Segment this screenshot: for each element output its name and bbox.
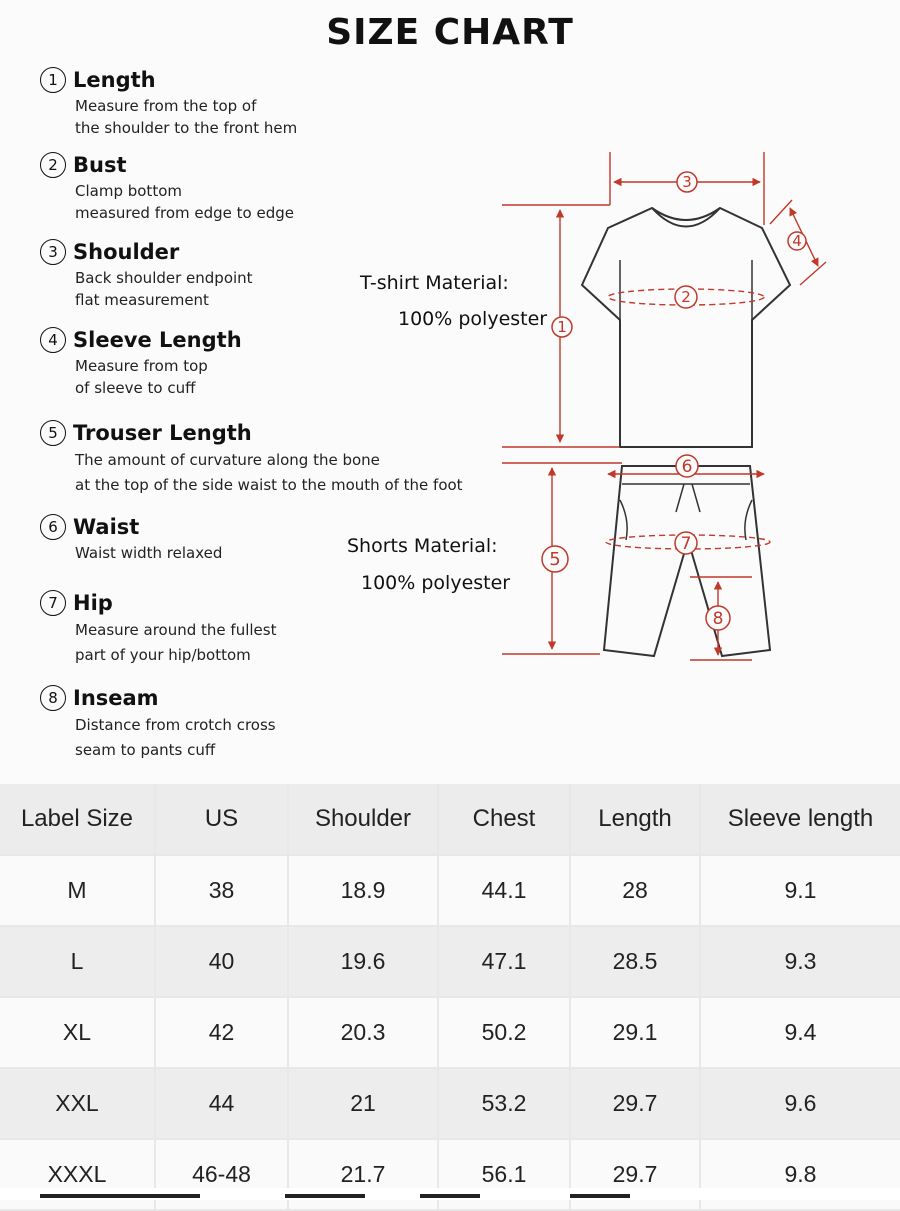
measure-item-bust: [40, 150, 510, 224]
number-badge: 4: [40, 327, 66, 353]
table-cell: 9.6: [700, 1068, 900, 1139]
measure-item-hip: [40, 588, 510, 668]
measure-desc: Back shoulder endpoint: [75, 269, 253, 287]
table-cell: 40: [155, 926, 288, 997]
table-cell: XXL: [0, 1068, 155, 1139]
measure-desc: Measure from top: [75, 357, 208, 375]
number-badge: 7: [40, 590, 66, 616]
diagram-number: 8: [712, 609, 724, 629]
table-cell: 18.9: [288, 855, 438, 926]
column-header: Length: [570, 784, 700, 855]
measure-name: Shoulder: [73, 240, 180, 264]
measure-name: Trouser Length: [73, 421, 252, 445]
measure-desc: measured from edge to edge: [75, 204, 294, 222]
table-cell: 56.1: [438, 1139, 570, 1210]
measure-desc: Measure from the top of: [75, 97, 257, 115]
table-cell: 38: [155, 855, 288, 926]
column-header: Chest: [438, 784, 570, 855]
tshirt-material-value: 100% polyester: [398, 308, 548, 330]
measure-desc: the shoulder to the front hem: [75, 119, 298, 137]
table-cell: 20.3: [288, 997, 438, 1068]
table-cell: 19.6: [288, 926, 438, 997]
measure-name: Bust: [73, 153, 127, 177]
measure-item-sleeve-length: [40, 325, 510, 399]
column-header: US: [155, 784, 288, 855]
measure-name: Inseam: [73, 686, 159, 710]
table-header-row: [0, 784, 900, 855]
measure-item-length: [40, 65, 510, 139]
number-badge: 5: [40, 420, 66, 446]
table-row: [0, 997, 900, 1068]
size-table: [0, 784, 900, 1211]
table-cell: 21.7: [288, 1139, 438, 1210]
number-badge: 6: [40, 514, 66, 540]
table-cell: L: [0, 926, 155, 997]
table-cell: 28.5: [570, 926, 700, 997]
shorts-material-value: 100% polyester: [361, 572, 511, 594]
measure-name: Length: [73, 68, 156, 92]
shorts-outline: [604, 466, 770, 656]
table-cell: 29.1: [570, 997, 700, 1068]
number-badge: 2: [40, 152, 66, 178]
table-cell: 28: [570, 855, 700, 926]
number-badge: 8: [40, 685, 66, 711]
cropped-row-edge: [0, 1188, 900, 1200]
table-cell: 42: [155, 997, 288, 1068]
measure-item-inseam: [40, 683, 510, 763]
table-cell: 47.1: [438, 926, 570, 997]
shorts-material-label: Shorts Material:: [347, 535, 498, 557]
table-row: [0, 1068, 900, 1139]
measure-name: Hip: [73, 591, 113, 615]
table-cell: 29.7: [570, 1139, 700, 1210]
tshirt-material-label: T-shirt Material:: [360, 272, 509, 294]
diagram-number: 5: [549, 549, 561, 570]
table-cell: 29.7: [570, 1068, 700, 1139]
column-header: Sleeve length: [700, 784, 900, 855]
diagram-number: 7: [680, 534, 692, 554]
measure-name: Sleeve Length: [73, 328, 242, 352]
measure-desc: The amount of curvature along the bone: [75, 451, 380, 469]
diagram-number: 4: [792, 232, 802, 250]
diagram-number: 1: [557, 318, 567, 336]
measure-desc: part of your hip/bottom: [75, 646, 251, 664]
column-header: Label Size: [0, 784, 155, 855]
measure-desc: Clamp bottom: [75, 182, 182, 200]
measure-desc: Waist width relaxed: [75, 544, 223, 562]
measure-desc: at the top of the side waist to the mouth of the foot: [75, 476, 463, 494]
diagram-number: 2: [681, 288, 691, 306]
table-cell: 9.1: [700, 855, 900, 926]
table-cell: 44.1: [438, 855, 570, 926]
table-cell: 44: [155, 1068, 288, 1139]
table-row: [0, 855, 900, 926]
number-badge: 3: [40, 239, 66, 265]
table-cell: 21: [288, 1068, 438, 1139]
diagram-number: 6: [681, 457, 693, 477]
measure-desc: flat measurement: [75, 291, 209, 309]
table-cell: XL: [0, 997, 155, 1068]
number-badge: 1: [40, 67, 66, 93]
table-cell: M: [0, 855, 155, 926]
table-cell: 9.4: [700, 997, 900, 1068]
column-header: Shoulder: [288, 784, 438, 855]
table-cell: 9.8: [700, 1139, 900, 1210]
garment-diagram: [490, 140, 900, 680]
table-cell: 53.2: [438, 1068, 570, 1139]
measure-desc: Distance from crotch cross: [75, 716, 276, 734]
tshirt-outline: [582, 208, 790, 447]
table-cell: 46-48: [155, 1139, 288, 1210]
table-row: [0, 926, 900, 997]
diagram-number: 3: [682, 173, 692, 191]
table-cell: 9.3: [700, 926, 900, 997]
measure-name: Waist: [73, 515, 140, 539]
table-cell: XXXL: [0, 1139, 155, 1210]
measure-item-trouser-length: [40, 418, 510, 498]
measure-desc: of sleeve to cuff: [75, 379, 196, 397]
page-title: SIZE CHART: [326, 12, 574, 53]
measure-desc: Measure around the fullest: [75, 621, 277, 639]
measure-desc: seam to pants cuff: [75, 741, 216, 759]
table-cell: 50.2: [438, 997, 570, 1068]
